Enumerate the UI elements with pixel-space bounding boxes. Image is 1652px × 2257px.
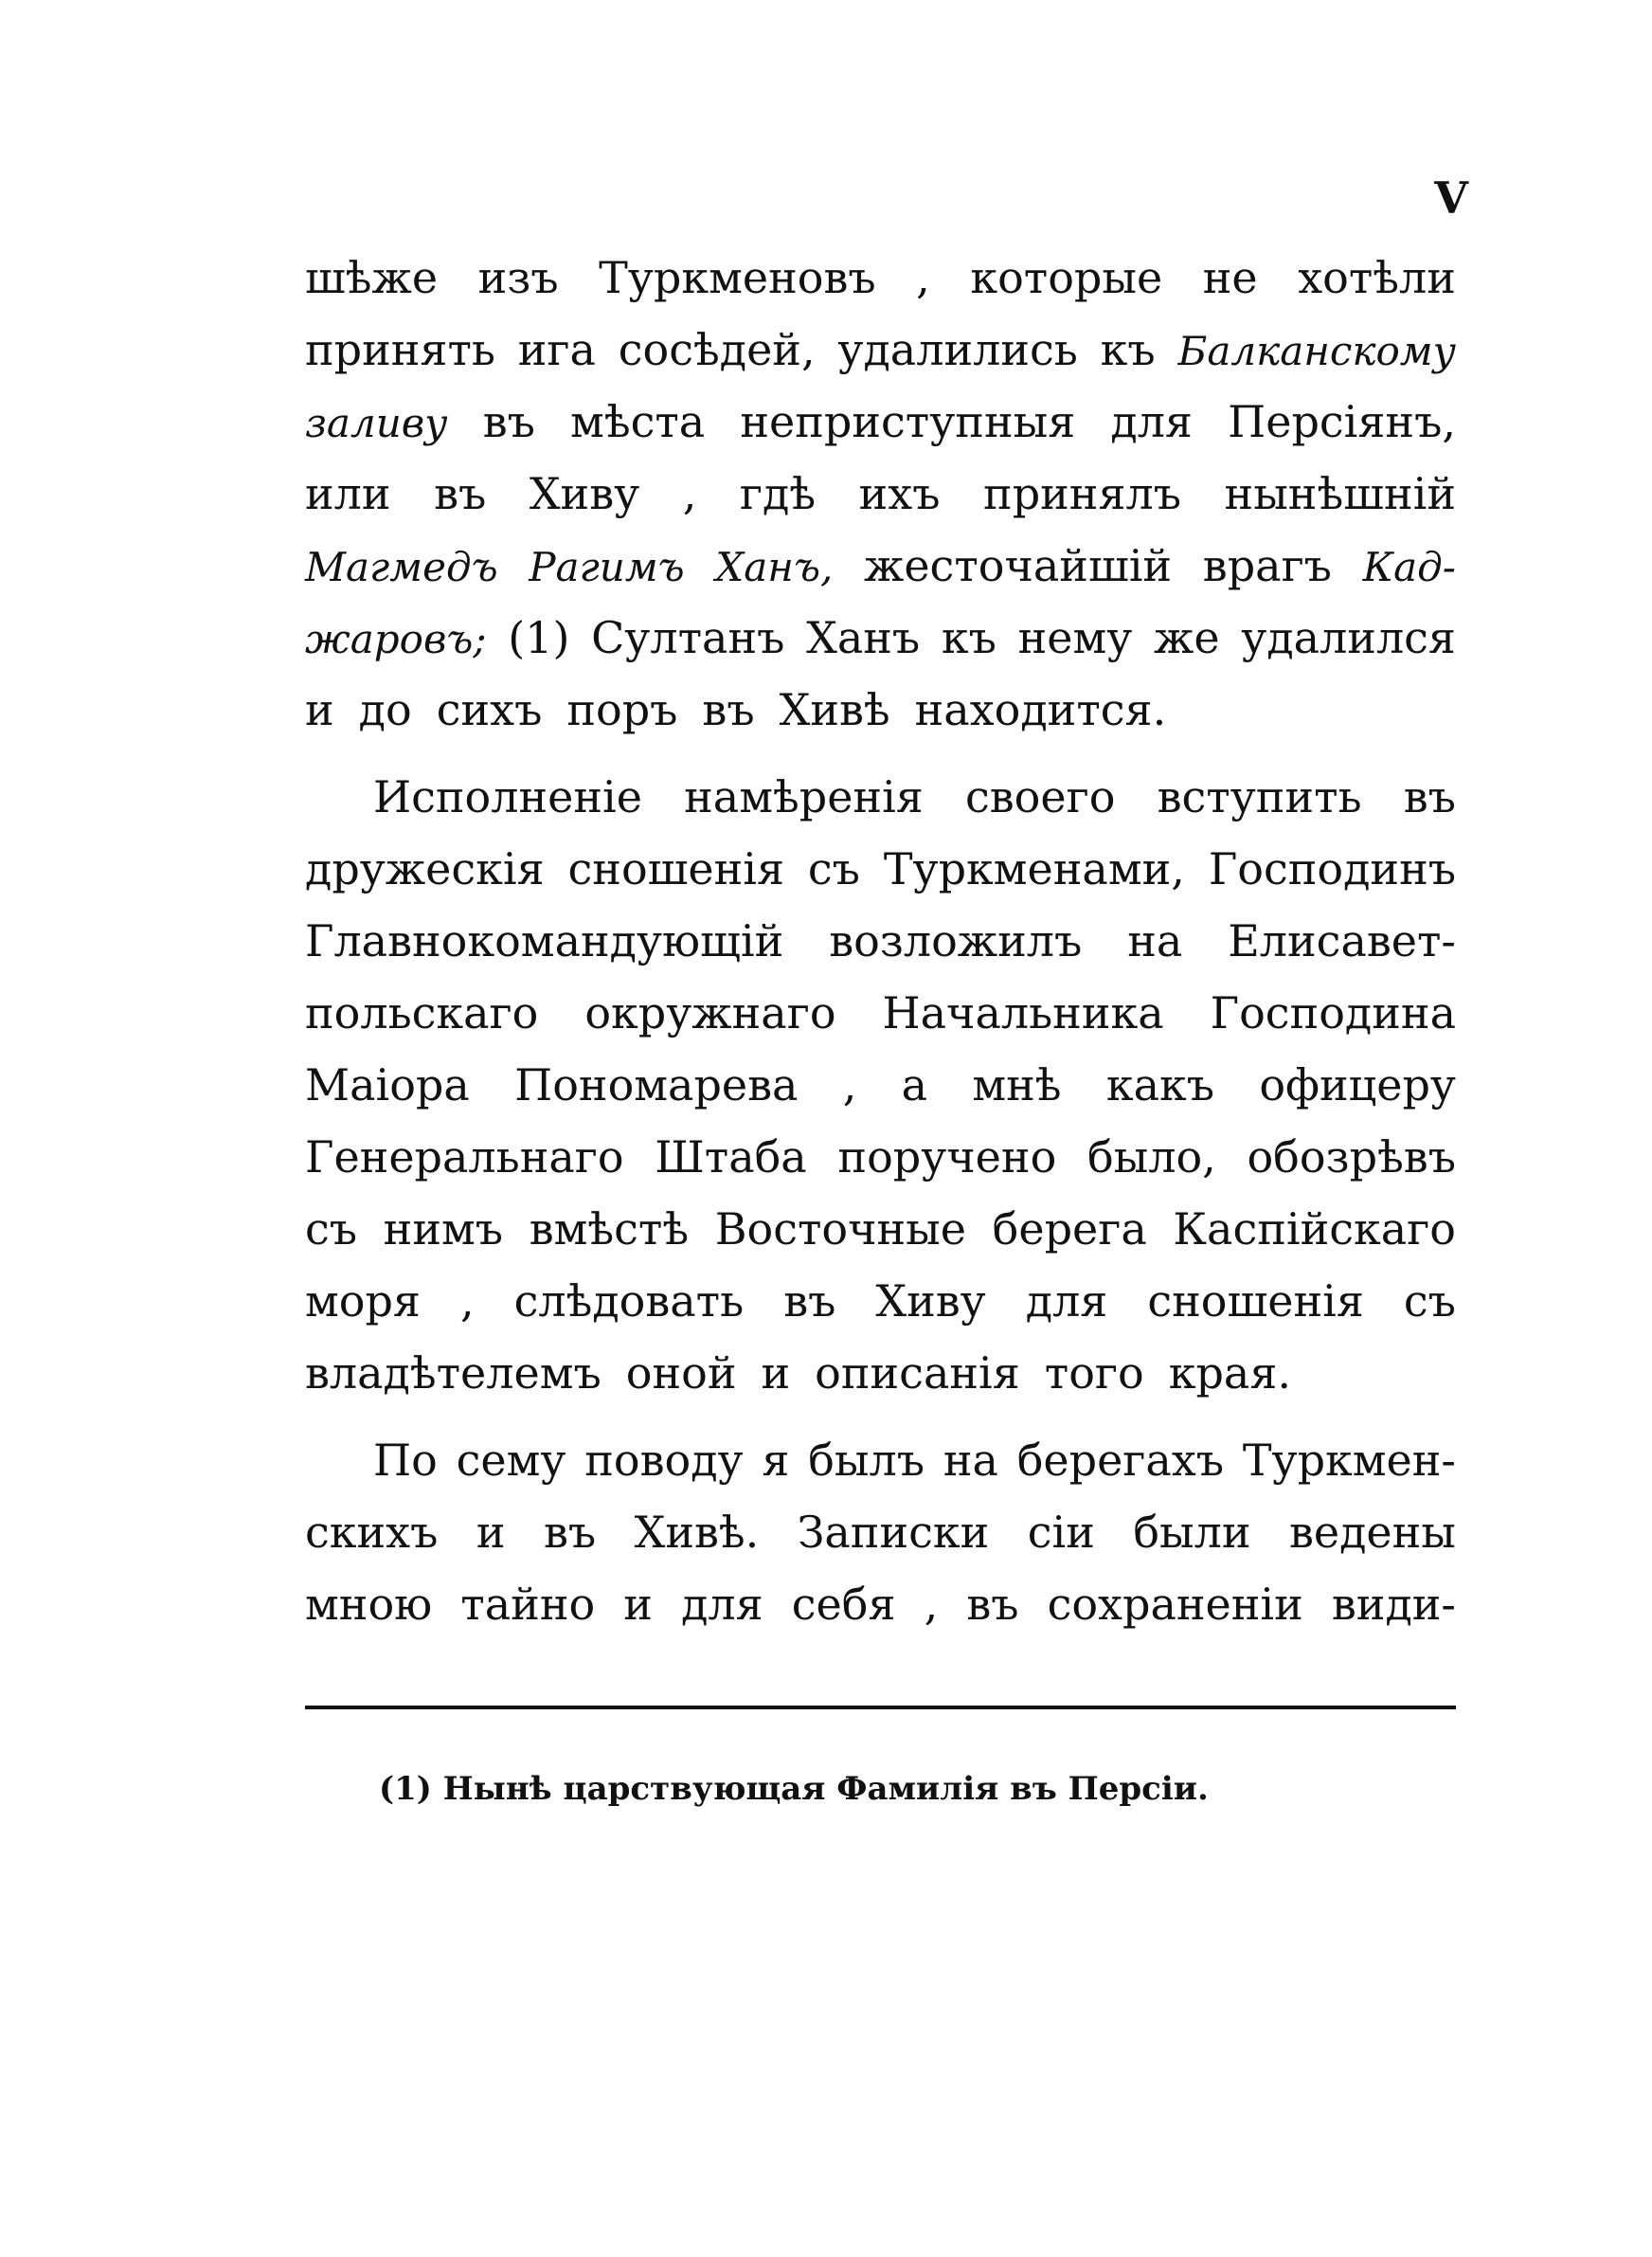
text-line — [305, 977, 1456, 1049]
word: Туркменовъ — [599, 252, 876, 303]
word: на — [943, 1435, 998, 1486]
word: на — [1127, 915, 1183, 966]
paragraph — [305, 242, 1456, 746]
word: и — [761, 1347, 791, 1399]
word: шѣже — [305, 252, 439, 303]
paragraph — [305, 761, 1456, 1409]
word: въ — [1403, 771, 1456, 822]
word: неприступныя — [740, 396, 1076, 447]
word: не — [1202, 252, 1258, 303]
word: Султанъ — [591, 612, 785, 663]
word: нынѣшній — [1224, 468, 1456, 519]
word: удалились — [837, 324, 1078, 375]
word: для — [681, 1579, 763, 1630]
word: Исполненіе — [373, 771, 642, 822]
word: былъ — [808, 1435, 925, 1486]
word: или — [305, 468, 391, 519]
word: види- — [1331, 1579, 1456, 1630]
text-line — [305, 1193, 1456, 1265]
word: въ — [966, 1579, 1019, 1630]
text-line — [305, 1496, 1456, 1568]
word: въ — [702, 684, 755, 735]
text-line — [305, 1265, 1456, 1337]
word: Пономарева — [514, 1059, 799, 1110]
word: Господинъ — [1208, 843, 1456, 894]
word: сему — [456, 1435, 566, 1486]
word: описанія — [815, 1347, 1020, 1399]
word: нему — [1017, 612, 1133, 663]
word: и — [476, 1507, 506, 1558]
word: ведены — [1288, 1507, 1456, 1558]
word: Балканскому — [1177, 328, 1456, 374]
word: Хиву — [875, 1275, 986, 1327]
main-text — [305, 242, 1456, 1640]
word: до — [358, 684, 412, 735]
word: съ — [305, 1203, 358, 1255]
word: Магмедъ — [305, 544, 498, 590]
word: Кад- — [1362, 544, 1456, 590]
text-line — [305, 386, 1456, 458]
word: Господина — [1210, 987, 1456, 1038]
word: къ — [1100, 324, 1156, 375]
word: мнѣ — [972, 1059, 1062, 1110]
word: къ — [941, 612, 997, 663]
word: для — [1025, 1275, 1108, 1327]
text-line — [305, 1568, 1456, 1640]
word: сношенія — [567, 843, 785, 894]
word: были — [1133, 1507, 1251, 1558]
word: въ — [543, 1507, 597, 1558]
word: Начальника — [882, 987, 1164, 1038]
text-line — [305, 905, 1456, 977]
word: возложилъ — [829, 915, 1083, 966]
word: берега — [992, 1203, 1147, 1255]
word: гдѣ — [739, 468, 817, 519]
word: находится. — [914, 684, 1167, 735]
word: Туркмен- — [1242, 1435, 1456, 1486]
word: сихъ — [436, 684, 543, 735]
word: , — [459, 1275, 475, 1327]
word: нимъ — [383, 1203, 504, 1255]
paragraph — [305, 1424, 1456, 1640]
word: въ — [783, 1275, 836, 1327]
word: же — [1154, 612, 1220, 663]
word: мною — [305, 1579, 433, 1630]
word: себя — [791, 1579, 896, 1630]
word: края. — [1168, 1347, 1291, 1399]
word: и — [623, 1579, 653, 1630]
word: ихъ — [858, 468, 941, 519]
word: изъ — [477, 252, 559, 303]
word: оной — [625, 1347, 737, 1399]
word: съ — [1403, 1275, 1456, 1327]
word: того — [1044, 1347, 1144, 1399]
word: Туркменами, — [883, 843, 1185, 894]
word: для — [1110, 396, 1193, 447]
footnote: (1) Нынѣ царствующая Фамилія въ Персіи. — [379, 1770, 1209, 1808]
word: Рагимъ — [529, 544, 685, 590]
word: Записки — [797, 1507, 990, 1558]
word: сіи — [1027, 1507, 1095, 1558]
word: тайно — [460, 1579, 596, 1630]
word: , — [682, 468, 697, 519]
word: обозрѣвъ — [1247, 1131, 1456, 1183]
word: которые — [970, 252, 1163, 303]
text-line — [305, 1424, 1456, 1496]
word: удалился — [1241, 612, 1456, 663]
word: принялъ — [983, 468, 1181, 519]
word: владѣтелемъ — [305, 1347, 602, 1399]
word: и — [305, 684, 334, 735]
word: вступить — [1157, 771, 1362, 822]
word: , — [924, 1579, 939, 1630]
footnote-rule — [305, 1706, 1456, 1709]
word: съ — [807, 843, 860, 894]
word: я — [762, 1435, 790, 1486]
word: Генеральнаго — [305, 1131, 624, 1183]
word: Штаба — [655, 1131, 807, 1183]
word: хотѣли — [1298, 252, 1456, 303]
text-line — [305, 761, 1456, 833]
word: принять — [305, 324, 495, 375]
word: Ханъ — [806, 612, 921, 663]
word: офицеру — [1259, 1059, 1456, 1110]
text-line — [305, 314, 1456, 386]
word: а — [901, 1059, 928, 1110]
word: въ — [434, 468, 487, 519]
word: мѣста — [570, 396, 706, 447]
word: Каспійскаго — [1173, 1203, 1456, 1255]
word: Маіора — [305, 1059, 470, 1110]
word: , — [916, 252, 930, 303]
word: Ханъ, — [715, 544, 834, 590]
word: По — [373, 1435, 438, 1486]
word: польскаго — [305, 987, 539, 1038]
text-line — [305, 530, 1456, 602]
word: Елисавет- — [1228, 915, 1456, 966]
text-line — [305, 602, 1456, 674]
word: дружескія — [305, 843, 545, 894]
word: Хивѣ. — [634, 1507, 760, 1558]
word: какъ — [1105, 1059, 1215, 1110]
word: намѣренія — [684, 771, 924, 822]
word: поръ — [566, 684, 678, 735]
text-line — [305, 1121, 1456, 1193]
word: въ — [482, 396, 535, 447]
text-line — [305, 242, 1456, 314]
word: Персіянъ, — [1228, 396, 1456, 447]
word: , — [842, 1059, 857, 1110]
word: сохраненіи — [1047, 1579, 1303, 1630]
word: вмѣстѣ — [529, 1203, 690, 1255]
text-line — [305, 1049, 1456, 1121]
text-line — [305, 674, 1456, 746]
word: скихъ — [305, 1507, 439, 1558]
word: сосѣдей, — [618, 324, 816, 375]
word: было, — [1086, 1131, 1216, 1183]
word: моря — [305, 1275, 421, 1327]
text-line — [305, 833, 1456, 905]
word: сношенія — [1147, 1275, 1364, 1327]
word: Хиву — [529, 468, 640, 519]
word: жаровъ; — [305, 616, 487, 662]
page-number: V — [1434, 172, 1468, 224]
word: жесточайшій — [864, 540, 1173, 591]
word: Хивѣ — [779, 684, 890, 735]
word: (1) — [508, 612, 570, 663]
text-line — [305, 1337, 1456, 1409]
word: слѣдовать — [513, 1275, 745, 1327]
word: Восточные — [714, 1203, 967, 1255]
word: поводу — [584, 1435, 744, 1486]
text-line — [305, 458, 1456, 530]
word: заливу — [305, 400, 448, 446]
word: поручено — [837, 1131, 1057, 1183]
word: Главнокомандующій — [305, 915, 784, 966]
word: ига — [517, 324, 596, 375]
word: врагъ — [1202, 540, 1332, 591]
word: окружнаго — [584, 987, 836, 1038]
word: своего — [965, 771, 1116, 822]
word: берегахъ — [1016, 1435, 1225, 1486]
